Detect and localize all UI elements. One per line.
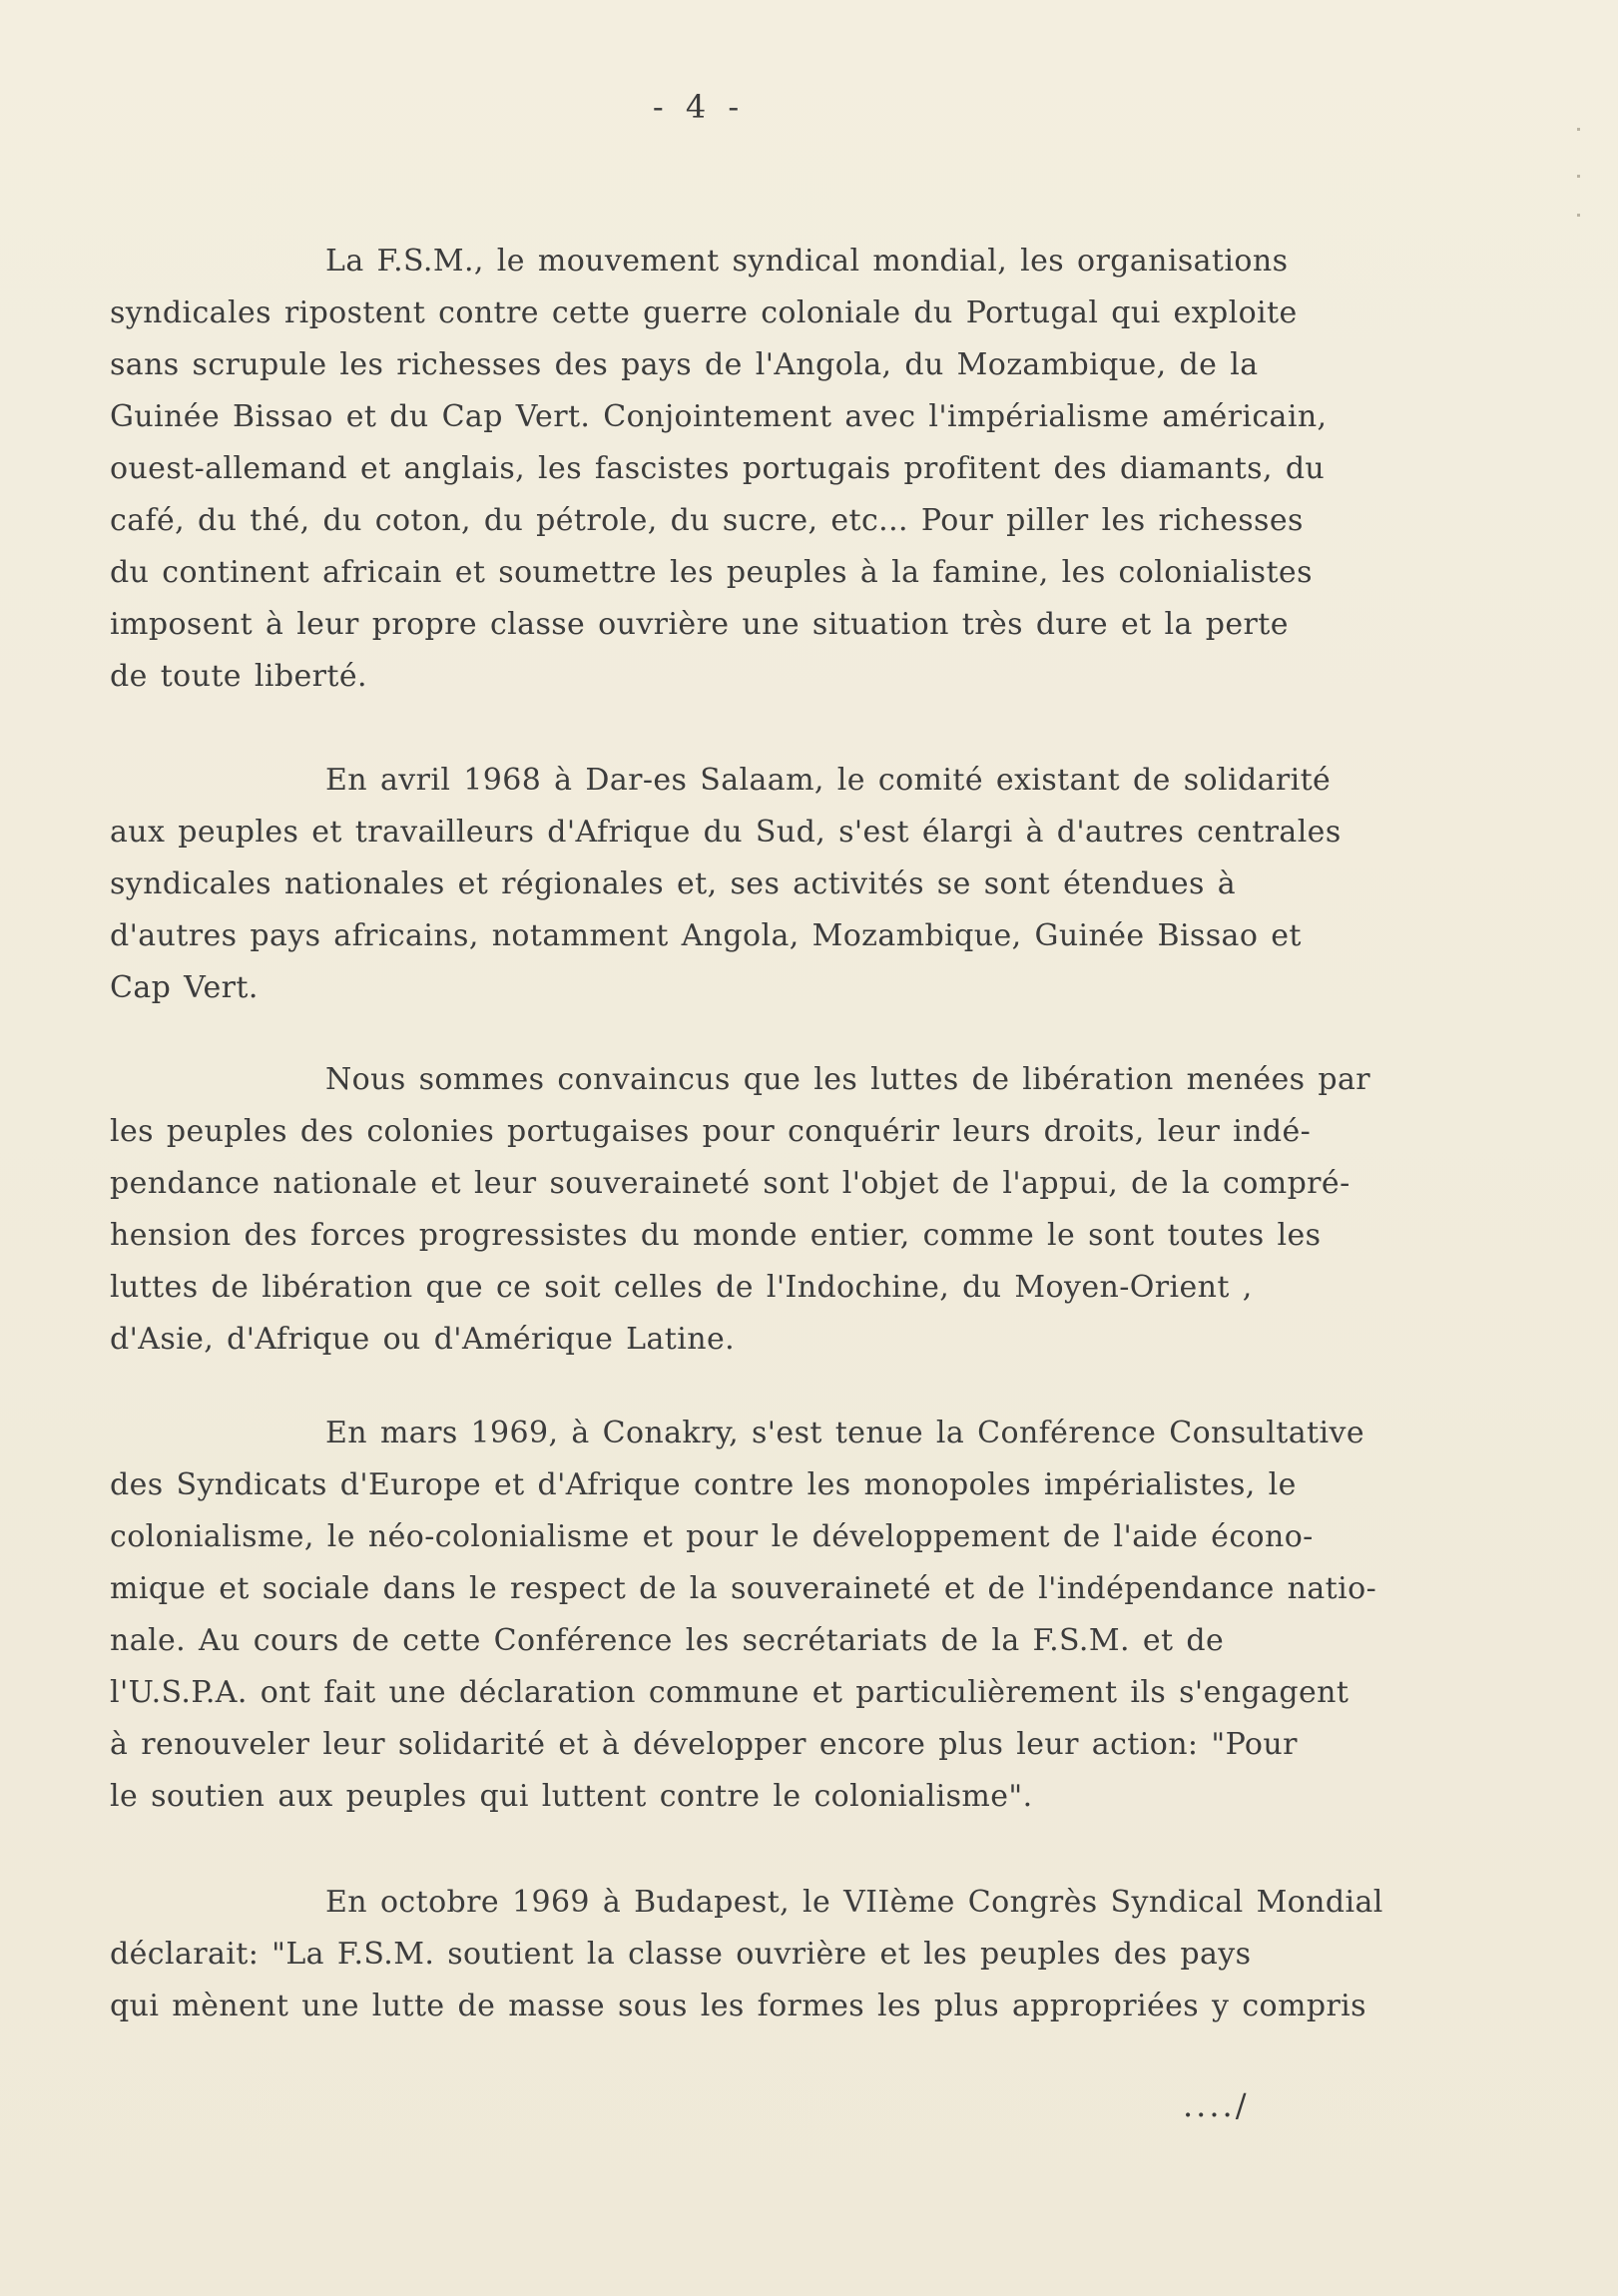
text-line: colonialisme, le néo-colonialisme et pour le développement de l'aide écono- [110, 1519, 1314, 1554]
text-line: à renouveler leur solidarité et à développer encore plus leur action: "Pour [110, 1727, 1298, 1762]
paragraph-2 [110, 755, 1447, 1014]
text-line: sans scrupule les richesses des pays de l'Angola, du Mozambique, de la [110, 347, 1259, 382]
text-line: d'Asie, d'Afrique ou d'Amérique Latine. [110, 1322, 736, 1357]
text-line: d'autres pays africains, notamment Angola, Mozambique, Guinée Bissao et [110, 918, 1302, 953]
page-number: - 4 - [652, 88, 746, 126]
text-line: Guinée Bissao et du Cap Vert. Conjointement avec l'impérialisme américain, [110, 399, 1328, 434]
text-line: déclarait: "La F.S.M. soutient la classe ouvrière et les peuples des pays [110, 1937, 1252, 1972]
text-line: nale. Au cours de cette Conférence les secrétariats de la F.S.M. et de [110, 1623, 1225, 1658]
edge-dot [1577, 128, 1580, 131]
text-line: café, du thé, du coton, du pétrole, du sucre, etc... Pour piller les richesses [110, 503, 1304, 538]
continuation-mark: ..../ [1183, 2086, 1250, 2124]
text-line: l'U.S.P.A. ont fait une déclaration commune et particulièrement ils s'engagent [110, 1675, 1349, 1710]
text-line: syndicales ripostent contre cette guerre coloniale du Portugal qui exploite [110, 295, 1298, 330]
paragraph-1 [110, 236, 1447, 703]
paragraph-4 [110, 1408, 1447, 1823]
text-line: de toute liberté. [110, 659, 367, 694]
paragraph-3 [110, 1054, 1447, 1366]
text-line: aux peuples et travailleurs d'Afrique du Sud, s'est élargi à d'autres centrales [110, 815, 1342, 850]
text-line: luttes de libération que ce soit celles de l'Indochine, du Moyen-Orient , [110, 1270, 1253, 1305]
text-line: En avril 1968 à Dar-es Salaam, le comité existant de solidarité [325, 763, 1332, 798]
text-line: du continent africain et soumettre les peuples à la famine, les colonialistes [110, 555, 1313, 590]
text-line: En mars 1969, à Conakry, s'est tenue la Conférence Consultative [325, 1416, 1364, 1450]
text-line: Nous sommes convaincus que les luttes de libération menées par [325, 1062, 1371, 1097]
text-line: le soutien aux peuples qui luttent contre le colonialisme". [110, 1779, 1033, 1814]
text-line: ouest-allemand et anglais, les fascistes portugais profitent des diamants, du [110, 451, 1326, 486]
text-line: En octobre 1969 à Budapest, le VIIème Congrès Syndical Mondial [325, 1885, 1383, 1920]
text-line: imposent à leur propre classe ouvrière une situation très dure et la perte [110, 607, 1289, 642]
paragraph-5 [110, 1877, 1447, 2032]
edge-dot [1577, 214, 1580, 217]
text-line: les peuples des colonies portugaises pour conquérir leurs droits, leur indé- [110, 1114, 1312, 1149]
text-line: Cap Vert. [110, 970, 259, 1005]
text-line: syndicales nationales et régionales et, ses activités se sont étendues à [110, 866, 1237, 901]
text-line: hension des forces progressistes du monde entier, comme le sont toutes les [110, 1218, 1322, 1253]
text-line: mique et sociale dans le respect de la souveraineté et de l'indépendance natio- [110, 1571, 1377, 1606]
edge-dot [1577, 175, 1580, 178]
text-line: pendance nationale et leur souveraineté sont l'objet de l'appui, de la compré- [110, 1166, 1350, 1201]
text-line: des Syndicats d'Europe et d'Afrique contre les monopoles impérialistes, le [110, 1467, 1297, 1502]
text-line: qui mènent une lutte de masse sous les formes les plus appropriées y compris [110, 1989, 1366, 2023]
text-line: La F.S.M., le mouvement syndical mondial, les organisations [325, 244, 1289, 279]
